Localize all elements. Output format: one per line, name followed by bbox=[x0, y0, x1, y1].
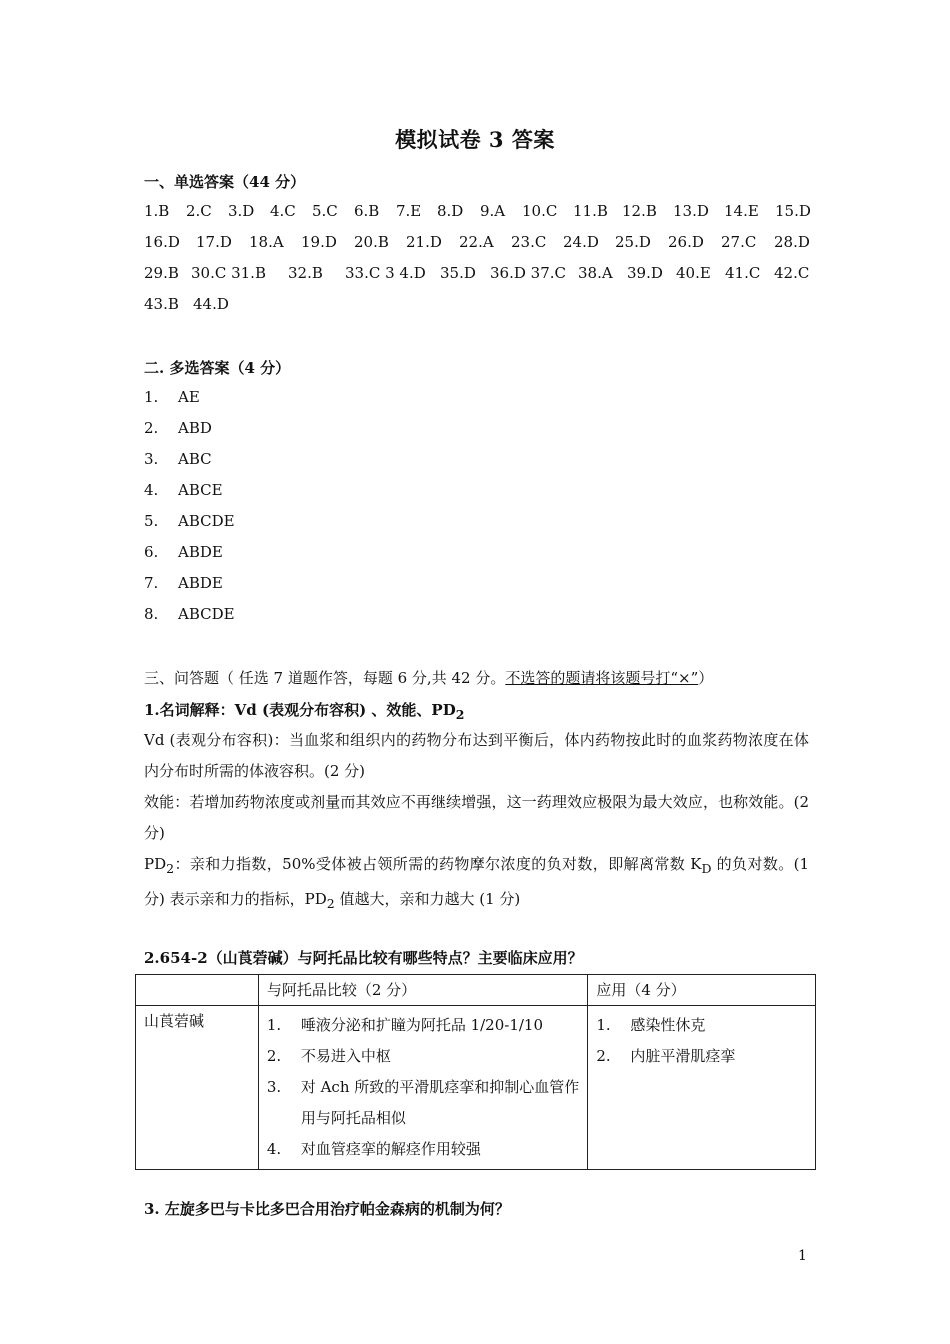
answer-item: 19.D bbox=[301, 233, 337, 251]
comparison-table bbox=[135, 974, 816, 1170]
page-number: 1 bbox=[798, 1248, 807, 1264]
section1-heading: 一、单选答案（44 分） bbox=[144, 173, 306, 191]
q1-title: 1.名词解释：Vd (表观分布容积) 、效能、$PD_2$ bbox=[144, 701, 465, 722]
answer-item: 43.B bbox=[144, 295, 179, 313]
answer-item: 32.B bbox=[288, 264, 323, 282]
answer-row bbox=[144, 295, 824, 326]
answer-item: 25.D bbox=[615, 233, 651, 251]
answer-item: 39.D bbox=[627, 264, 663, 282]
list-item: 4. 对血管痉挛的解痉作用较强 bbox=[266, 1140, 481, 1158]
answer-item: 4.C bbox=[270, 202, 296, 220]
answer-item: 42.C bbox=[774, 264, 810, 282]
answer-item: 35.D bbox=[440, 264, 476, 282]
answer-item: 44.D bbox=[193, 295, 229, 313]
list-item: 1. 唾液分泌和扩瞳为阿托品 1/20-1/10 bbox=[266, 1016, 544, 1034]
single-choice-answers bbox=[144, 202, 824, 326]
answer-item: 26.D bbox=[668, 233, 704, 251]
answer-item: 30.C 31.B bbox=[191, 264, 266, 282]
q2-title: 2.654-2（山莨菪碱）与阿托品比较有哪些特点？主要临床应用？ bbox=[144, 949, 583, 967]
table-header-cell: 应用（4 分） bbox=[588, 975, 816, 1006]
compare-cell bbox=[258, 1006, 588, 1170]
answer-item: 8.D bbox=[437, 202, 464, 220]
list-item: 1. 感染性休克 bbox=[596, 1016, 706, 1034]
answer-item: 33.C 3 4.D bbox=[345, 264, 426, 282]
answer-item: 16.D bbox=[144, 233, 180, 251]
answer-item: 21.D bbox=[406, 233, 442, 251]
answer-item: 9.A bbox=[480, 202, 506, 220]
answer-item: 6.B bbox=[354, 202, 380, 220]
answer-row bbox=[144, 233, 824, 264]
answer-item: 22.A bbox=[459, 233, 494, 251]
table-row bbox=[136, 1006, 816, 1170]
answer-item: 23.C bbox=[511, 233, 547, 251]
answer-item: 11.B bbox=[573, 202, 608, 220]
answer-item: 28.D bbox=[774, 233, 810, 251]
answer-item: 41.C bbox=[725, 264, 761, 282]
row-label: 山莨菪碱 bbox=[136, 1006, 259, 1170]
answer-item: 3.D bbox=[228, 202, 255, 220]
q1-pd2-definition: $PD_2$：亲和力指数，50%受体被占领所需的药物摩尔浓度的负对数，即解离常数 $K_D$ 的负对数。(1 分) 表示亲和力的指标，$PD_2$ 值越大，亲和力越大 (1 分) bbox=[144, 855, 809, 911]
q3-title: 3. 左旋多巴与卡比多巴合用治疗帕金森病的机制为何？ bbox=[144, 1200, 510, 1218]
answer-item: 5.C bbox=[312, 202, 338, 220]
table-header-row bbox=[136, 975, 816, 1006]
answer-item: 12.B bbox=[622, 202, 657, 220]
answer-row bbox=[144, 202, 824, 233]
uses-cell bbox=[588, 1006, 816, 1170]
answer-item: 27.C bbox=[721, 233, 757, 251]
table-header-cell bbox=[136, 975, 259, 1006]
document-page: 模拟试卷 3 答案 一、单选答案（44 分） 1.B 2.C 3.D 4.C 5.C 6.B 7.E 8.D 9.A 10.C 11.B 12.B 13.D 14.E 15.D 16.D 17.D 18.A 19.D 20.B 21.D 22.A 23.C 24.D 25.D 26.D 27.C 28.D 29.B 30.C 31.B 32.B 33.C 3 4.D 35.D 36.D 37.C 38.A 39.D 40.E 41.C 42.C 43.B 44.D 二. 多选答案（4 分） 1. AE 2. ABD 3. ABC 4. ABCE 5. ABCDE 6. ABDE 7. ABDE 8. ABCDE 三、问答题（ 任选 7 道题作答，每题 6 分,共 42 分。不选答的题请将该题号打“×”） 1.名词解释：Vd (表观分布容积) 、效能、$PD_2$ Vd (表观分布容积)：当血浆和组织内的药物分布达到平衡后，体内药物按此时的血浆药物浓度在体内分布时所需的体液容积。(2 分) 效能：若增加药物浓度或剂量而其效应不再继续增强，这一药理效应极限为最大效应，也称效能。(2 分) $PD_2$：亲和力指数，50%受体被占领所需的药物摩尔浓度的负对数，即解离常数 $K_D$ 的负对数。(1 分) 表示亲和力的指标，$PD_2$ 值越大，亲和力越大 (1 分) 2.654-2（山莨菪碱）与阿托品比较有哪些特点？主要临床应用？ 与阿托品比较（2 分） 应用（4 分） 山莨菪碱 1. 唾液分泌和扩瞳为阿托品 1/20-1/10 2. 不易进入中枢 3. 对 Ach 所致的平滑肌痉挛和抑制心血管作用与阿托品相似 4. 对血管痉挛的解痉作用较强 1. 感染性休克 2. 内脏平滑肌痉挛 3. 左旋多巴与卡比多巴合用治疗帕金森病的机制为何？ 1 bbox=[0, 0, 950, 1344]
answer-item: 10.C bbox=[522, 202, 558, 220]
answer-item: 24.D bbox=[563, 233, 599, 251]
page-title: 模拟试卷 3 答案 bbox=[395, 127, 555, 152]
answer-item: 15.D bbox=[775, 202, 811, 220]
answer-item: 38.A bbox=[578, 264, 613, 282]
answer-item: 17.D bbox=[196, 233, 232, 251]
answer-item: 36.D 37.C bbox=[490, 264, 566, 282]
section3-heading: 三、问答题（ 任选 7 道题作答，每题 6 分,共 42 分。不选答的题请将该题号打“×”） bbox=[144, 669, 714, 687]
table-header-cell: 与阿托品比较（2 分） bbox=[258, 975, 588, 1006]
answer-item: 29.B bbox=[144, 264, 179, 282]
answer-item: 1.B bbox=[144, 202, 170, 220]
answer-item: 20.B bbox=[354, 233, 389, 251]
answer-item: 2.C bbox=[186, 202, 212, 220]
answer-item: 13.D bbox=[673, 202, 709, 220]
q1-vd-definition: Vd (表观分布容积)：当血浆和组织内的药物分布达到平衡后，体内药物按此时的血浆药物浓度在体内分布时所需的体液容积。(2 分) bbox=[144, 731, 809, 780]
answer-item: 18.A bbox=[249, 233, 284, 251]
section2-heading: 二. 多选答案（4 分） bbox=[144, 359, 291, 377]
list-item: 2. 不易进入中枢 bbox=[266, 1047, 391, 1065]
list-item: 2. 内脏平滑肌痉挛 bbox=[596, 1047, 736, 1065]
answer-item: 40.E bbox=[676, 264, 711, 282]
answer-item: 14.E bbox=[724, 202, 759, 220]
answer-row bbox=[144, 264, 824, 295]
answer-item: 7.E bbox=[396, 202, 422, 220]
list-item: 3. 对 Ach 所致的平滑肌痉挛和抑制心血管作用与阿托品相似 bbox=[266, 1078, 580, 1127]
q1-efficacy-definition: 效能：若增加药物浓度或剂量而其效应不再继续增强，这一药理效应极限为最大效应，也称效能。(2 分) bbox=[144, 793, 809, 842]
